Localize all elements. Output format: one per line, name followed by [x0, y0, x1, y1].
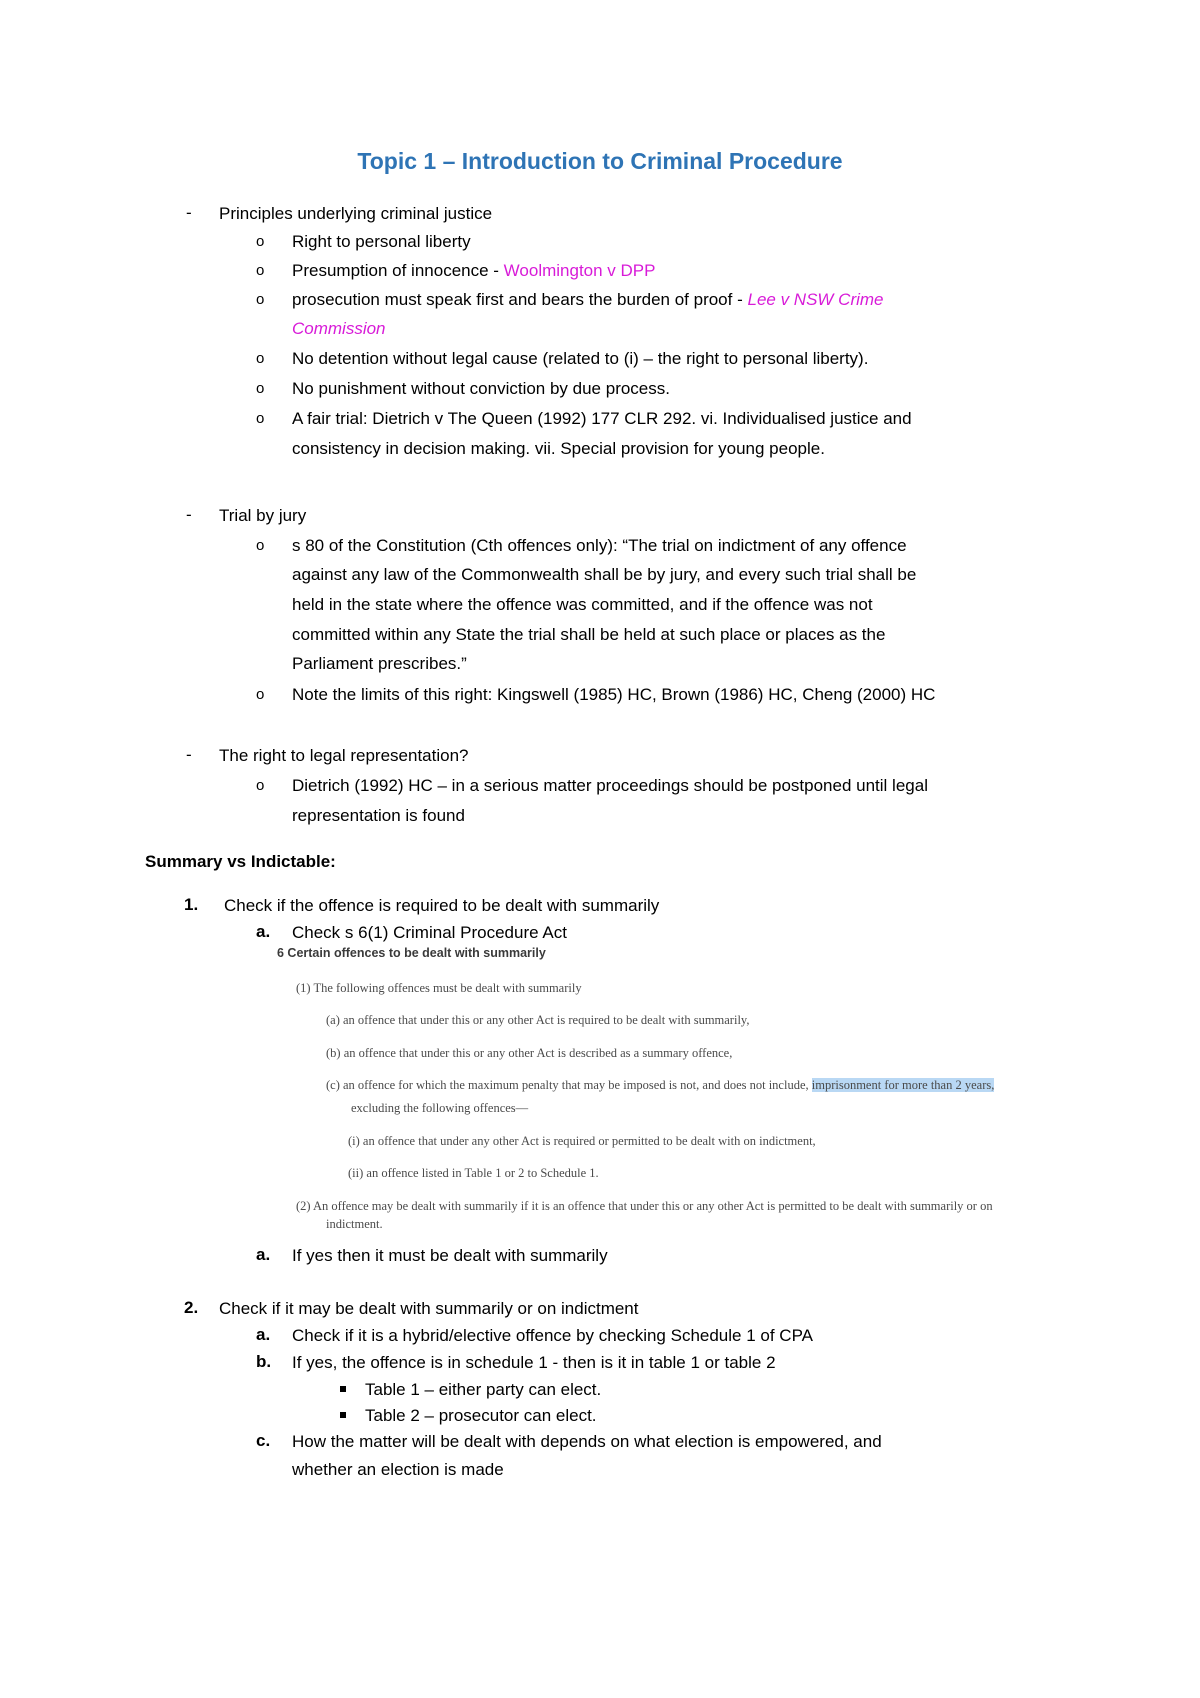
- circle-bullet: o: [256, 233, 265, 250]
- circle-bullet: o: [256, 777, 265, 794]
- principle-item: Right to personal liberty: [292, 232, 471, 251]
- step-number: 1.: [184, 895, 199, 914]
- step1-a-text: Check s 6(1) Criminal Procedure Act: [292, 923, 567, 942]
- excerpt-line: (ii) an offence listed in Table 1 or 2 to Schedule 1.: [348, 1166, 599, 1180]
- principles-heading: Principles underlying criminal justice: [219, 204, 493, 223]
- step1-text: Check if the offence is required to be dealt with summarily: [224, 896, 660, 915]
- representation-heading: The right to legal representation?: [219, 746, 469, 765]
- legislation-excerpt: [260, 862, 1000, 1130]
- excerpt-line: (2) An offence may be dealt with summarily if it is an offence that under this or any other Act is permitted to be dealt with summarily or on: [296, 1199, 993, 1213]
- jury-limits: Note the limits of this right: Kingswell (1985) HC, Brown (1986) HC, Cheng (2000) HC: [292, 685, 936, 704]
- circle-bullet: o: [256, 350, 265, 367]
- dietrich-note-cont: representation is found: [292, 806, 465, 825]
- excerpt-line: (1) The following offences must be dealt with summarily: [296, 981, 582, 995]
- circle-bullet: o: [256, 537, 265, 554]
- principle-item: Presumption of innocence - Woolmington v DPP: [292, 261, 656, 280]
- principle-item: No detention without legal cause (related to (i) – the right to personal liberty).: [292, 349, 869, 368]
- sub-letter: a.: [256, 1245, 271, 1264]
- excerpt-line: (c) an offence for which the maximum penalty that may be imposed is not, and does not include, imprisonment for more than 2 years,: [326, 1078, 995, 1092]
- excerpt-line: (i) an offence that under any other Act is required or permitted to be dealt with on indictment,: [348, 1134, 816, 1148]
- square-bullet: [340, 1412, 346, 1418]
- sub-letter: a.: [256, 1325, 271, 1344]
- dash-bullet: -: [186, 745, 192, 764]
- excerpt-heading: 6 Certain offences to be dealt with summarily: [277, 946, 546, 960]
- sub-letter: a.: [256, 922, 271, 941]
- case-name: Woolmington v DPP: [503, 261, 656, 280]
- s80-line: Parliament prescribes.”: [292, 654, 467, 673]
- circle-bullet: o: [256, 410, 265, 427]
- circle-bullet: o: [256, 262, 265, 279]
- dash-bullet: -: [186, 203, 192, 222]
- s80-line: held in the state where the offence was committed, and if the offence was not: [292, 595, 873, 614]
- summary-heading: Summary vs Indictable:: [145, 852, 336, 871]
- dietrich-note: Dietrich (1992) HC – in a serious matter proceedings should be postponed until legal: [292, 776, 928, 795]
- s80-line: s 80 of the Constitution (Cth offences only): “The trial on indictment of any offence: [292, 536, 907, 555]
- excerpt-line: (a) an offence that under this or any other Act is required to be dealt with summarily,: [326, 1013, 750, 1027]
- step2-c-text: How the matter will be dealt with depends on what election is empowered, and: [292, 1432, 882, 1451]
- sub-letter: b.: [256, 1352, 272, 1371]
- dash-bullet: -: [186, 505, 192, 524]
- excerpt-line: excluding the following offences—: [351, 1101, 529, 1115]
- step2-text: Check if it may be dealt with summarily or on indictment: [219, 1299, 639, 1318]
- circle-bullet: o: [256, 686, 265, 703]
- principle-item-cont: consistency in decision making. vii. Special provision for young people.: [292, 439, 825, 458]
- excerpt-line: indictment.: [326, 1217, 383, 1231]
- case-name: Lee v NSW Crime: [747, 290, 884, 309]
- step2-c-text-cont: whether an election is made: [292, 1460, 504, 1479]
- step2-a-text: Check if it is a hybrid/elective offence by checking Schedule 1 of CPA: [292, 1326, 813, 1345]
- principle-item: prosecution must speak first and bears the burden of proof - Lee v NSW Crime: [292, 290, 884, 309]
- highlighted-text: imprisonment for more than 2 years,: [811, 1078, 995, 1092]
- page-title: Topic 1 – Introduction to Criminal Procedure: [357, 148, 843, 174]
- excerpt-line: (b) an offence that under this or any other Act is described as a summary offence,: [326, 1046, 733, 1060]
- step2-b-text: If yes, the offence is in schedule 1 - then is it in table 1 or table 2: [292, 1353, 776, 1372]
- sub-letter: c.: [256, 1431, 271, 1450]
- circle-bullet: o: [256, 291, 265, 308]
- s80-line: committed within any State the trial shall be held at such place or places as the: [292, 625, 886, 644]
- principle-item: No punishment without conviction by due process.: [292, 379, 670, 398]
- principle-item: A fair trial: Dietrich v The Queen (1992) 177 CLR 292. vi. Individualised justice and: [292, 409, 912, 428]
- s80-line: against any law of the Commonwealth shall be by jury, and every such trial shall be: [292, 565, 917, 584]
- jury-heading: Trial by jury: [219, 506, 307, 525]
- step1-result: If yes then it must be dealt with summarily: [292, 1246, 608, 1265]
- table2-note: Table 2 – prosecutor can elect.: [365, 1406, 597, 1425]
- square-bullet: [340, 1386, 346, 1392]
- case-name: Commission: [292, 319, 386, 338]
- circle-bullet: o: [256, 380, 265, 397]
- table1-note: Table 1 – either party can elect.: [365, 1380, 602, 1399]
- step-number: 2.: [184, 1298, 199, 1317]
